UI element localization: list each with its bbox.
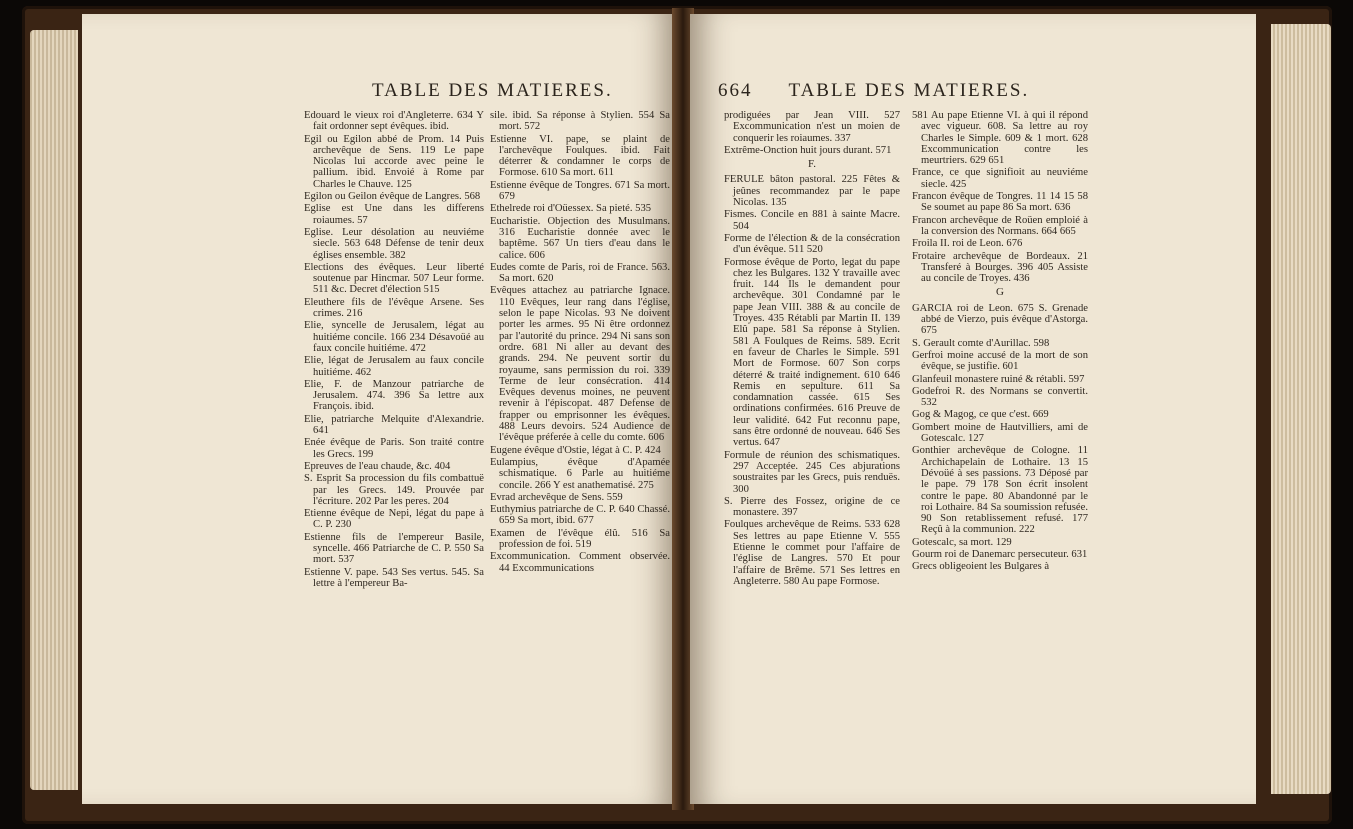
right-column-2 — [912, 110, 1088, 710]
index-entry: S. Pierre des Fossez, origine de ce monastere. 397 — [724, 495, 900, 519]
index-entry: Gonthier archevêque de Cologne. 11 Archichapelain de Lothaire. 13 15 Dévoüé à ses passions. 73 Déposé par le pape. 79 178 Son écrit insolent contre le pape. 80 Abandonné par le roi Lothaire. 84 Sa soumission refusée. 90 Son retablissement refusé. 177 Reçû à la communion. 222 — [912, 445, 1088, 536]
left-page — [82, 14, 676, 804]
index-entry: Elie, syncelle de Jerusalem, légat au huitiéme concile. 166 234 Désavoüé au faux concile huitiéme. 472 — [304, 320, 484, 354]
index-entry: Eudes comte de Paris, roi de France. 563. Sa mort. 620 — [490, 261, 670, 285]
index-entry: Eglise est Une dans les differens roiaumes. 57 — [304, 203, 484, 226]
index-entry: Grecs obligeoient les Bulgares à — [912, 561, 1050, 573]
index-entry: Fismes. Concile en 881 à sainte Macre. 504 — [724, 209, 900, 232]
page-edges-right — [1271, 24, 1331, 794]
index-entry: Edouard le vieux roi d'Angleterre. 634 Y fait ordonner sept évêques. ibid. — [304, 110, 484, 133]
index-entry: Eugene évêque d'Ostie, légat à C. P. 424 — [490, 444, 661, 456]
index-entry: France, ce que signifioit au neuviéme siecle. 425 — [912, 167, 1088, 190]
index-entry: Estienne V. pape. 543 Ses vertus. 545. Sa lettre à l'empereur Ba- — [304, 566, 484, 589]
index-entry: Elections des évêques. Leur liberté soutenue par Hincmar. 507 Leur forme. 511 &c. Decret d'élection 515 — [304, 261, 484, 296]
index-entry: Elie, légat de Jerusalem au faux concile huitiéme. 462 — [304, 355, 484, 378]
index-entry: FERULE bâton pastoral. 225 Fêtes & jeûnes recommandez par le pape Nicolas. 135 — [724, 174, 900, 209]
index-entry: Eulampius, évêque d'Apamée schismatique. 6 Parle au huitiéme concile. 266 Y est anathematisé. 275 — [490, 456, 670, 491]
index-entry: Etienne évêque de Nepi, légat du pape à C. P. 230 — [304, 508, 484, 531]
index-entry: Evrad archevêque de Sens. 559 — [490, 491, 623, 503]
index-entry: Gotescalc, sa mort. 129 — [912, 536, 1012, 548]
index-entry: Elie, patriarche Melquite d'Alexandrie. 641 — [304, 413, 484, 437]
index-entry: S. Esprit Sa procession du fils combattuë par les Grecs. 149. Prouvée par l'écriture. 202 Par les peres. 204 — [304, 473, 484, 507]
left-column-1 — [304, 110, 484, 710]
page-number: 664 — [718, 80, 753, 101]
index-entry: Gourm roi de Danemarc persecuteur. 631 — [912, 548, 1088, 560]
index-entry: Enée évêque de Paris. Son traité contre les Grecs. 199 — [304, 437, 484, 460]
index-entry: Formule de réunion des schismatiques. 297 Acceptée. 245 Ces abjurations soustraites par les Grecs, puis renduës. 300 — [724, 449, 900, 495]
index-entry: Gog & Magog, ce que c'est. 669 — [912, 409, 1049, 421]
index-entry: Ethelrede roi d'Oüessex. Sa pieté. 535 — [490, 203, 652, 215]
right-page-title: TABLE DES MATIERES. — [788, 80, 1030, 101]
index-entry: Estienne VI. pape, se plaint de l'archevêque Foulques. ibid. Fait déterrer & condamner le corps de Formose. 610 Sa mort. 611 — [490, 133, 670, 179]
right-column-1 — [724, 110, 900, 710]
index-entry: prodiguées par Jean VIII. 527 Excommunication n'est un moien de conquerir les roiaumes. 337 — [724, 110, 900, 144]
index-entry: 581 Au pape Etienne VI. à qui il répond avec vigueur. 608. Sa lettre au roy Charles le Simple. 609 & 1 mort. 628 Excommunication contre les meurtriers. 629 651 — [912, 110, 1088, 167]
left-page-header: TABLE DES MATIERES. — [372, 80, 613, 101]
index-entry: Elie, F. de Manzour patriarche de Jerusalem. 474. 396 Sa lettre aux François. ibid. — [304, 378, 484, 413]
index-entry: sile. ibid. Sa réponse à Stylien. 554 Sa mort. 572 — [490, 110, 670, 133]
index-entry: Egilon ou Geilon évêque de Langres. 568 — [304, 191, 481, 203]
index-entry: Egil ou Egilon abbé de Prom. 14 Puis archevêque de Sens. 119 Le pape Nicolas lui accorde avec peine le pallium. ibid. Envoié à Rome par Charles le Chauve. 125 — [304, 133, 484, 190]
index-entry: Excommunication. Comment observée. 44 Excommunications — [490, 551, 670, 574]
index-entry: Evêques attachez au patriarche Ignace. 110 Evêques, leur rang dans l'église, selon le pape Nicolas. 93 Ne doivent porter les armes. 95 Ni être ordonnez par l'autorité du prince. 294 Ni sans son ordre. 681 Ni aller au devant des grands. 294. Ne peuvent sortir du royaume, sans permission du roi. 339 Terme de leur consécration. 414 Evêques devenus moines, ne peuvent revenir à l'épiscopat. 487 Defense de frapper ou emprisonner les évêques. 488 Leurs devoirs. 524 Audience de l'évêque préferée à celle du comte. 606 — [490, 285, 670, 444]
index-entry: Frotaire archevêque de Bordeaux. 21 Transferé à Bourges. 396 405 Assiste au concile de Troyes. 436 — [912, 250, 1088, 285]
index-entry: Froila II. roi de Leon. 676 — [912, 238, 1023, 250]
index-entry: Extrême-Onction huit jours durant. 571 — [724, 144, 892, 156]
index-entry: Euthymius patriarche de C. P. 640 Chassé. 659 Sa mort, ibid. 677 — [490, 504, 670, 527]
index-entry: Gombert moine de Hautvilliers, ami de Gotescalc. 127 — [912, 421, 1088, 445]
index-entry: Eleuthere fils de l'évêque Arsene. Ses crimes. 216 — [304, 296, 484, 320]
index-entry: Foulques archevêque de Reims. 533 628 Ses lettres au pape Etienne V. 555 Etienne le commet pour l'affaire de l'église de Langres. 570 Et pour l'affaire de Brême. 571 Ses lettres en Angleterre. 580 Au pape Formose. — [724, 519, 900, 587]
page-edges-left — [30, 30, 78, 790]
index-entry: Godefroi R. des Normans se convertit. 532 — [912, 385, 1088, 409]
index-entry: Formose évêque de Porto, legat du pape chez les Bulgares. 132 Y travaille avec fruit. 144 Ils le demandent pour archevêque. 301 Condamné par le pape Jean VIII. 388 & au concile de Troyes. 435 Rétabli par Martin II. 139 Elû pape. 581 Sa réponse à Stylien. 581 A Foulques de Reims. 589. Ecrit en faveur de Charles le Simple. 591 Mort de Formose. 607 Son corps déterré & traité indignement. 610 646 Remis en sepulture. 611 Sa condamnation cassée. 615 Ses ordinations confirmées. 616 Preuve de leur validité. 642 Fut reconnu pape, sans être ordonné de nouveau. 646 Ses vertus. 647 — [724, 256, 900, 449]
right-page — [690, 14, 1256, 804]
index-entry: Glanfeuil monastere ruiné & rétabli. 597 — [912, 373, 1085, 385]
index-entry: Examen de l'évêque élû. 516 Sa profession de foi. 519 — [490, 527, 670, 550]
right-page-header — [718, 80, 1029, 102]
index-entry: Eucharistie. Objection des Musulmans. 316 Eucharistie donnée avec le baptême. 567 Un tiers d'eau dans le calice. 606 — [490, 215, 670, 261]
index-entry: Francon archevêque de Roüen emploié à la conversion des Normans. 664 665 — [912, 214, 1088, 237]
index-entry: G — [996, 286, 1004, 299]
index-entry: Epreuves de l'eau chaude, &c. 404 — [304, 460, 451, 472]
index-entry: F. — [808, 158, 816, 171]
index-entry: Estienne fils de l'empereur Basile, syncelle. 466 Patriarche de C. P. 550 Sa mort. 537 — [304, 531, 484, 566]
left-column-2 — [490, 110, 670, 710]
index-entry: GARCIA roi de Leon. 675 S. Grenade abbé de Vierzo, puis évêque d'Astorga. 675 — [912, 302, 1088, 337]
index-entry: Gerfroi moine accusé de la mort de son évêque, se justifie. 601 — [912, 349, 1088, 373]
index-entry: Estienne évêque de Tongres. 671 Sa mort. 679 — [490, 179, 670, 203]
index-entry: Francon évêque de Tongres. 11 14 15 58 Se soumet au pape 86 Sa mort. 636 — [912, 191, 1088, 214]
index-entry: Eglise. Leur désolation au neuviéme siecle. 563 648 Défense de tenir deux églises ensemble. 382 — [304, 226, 484, 261]
index-entry: Forme de l'élection & de la consécration d'un évêque. 511 520 — [724, 232, 900, 256]
index-entry: S. Gerault comte d'Aurillac. 598 — [912, 337, 1050, 349]
